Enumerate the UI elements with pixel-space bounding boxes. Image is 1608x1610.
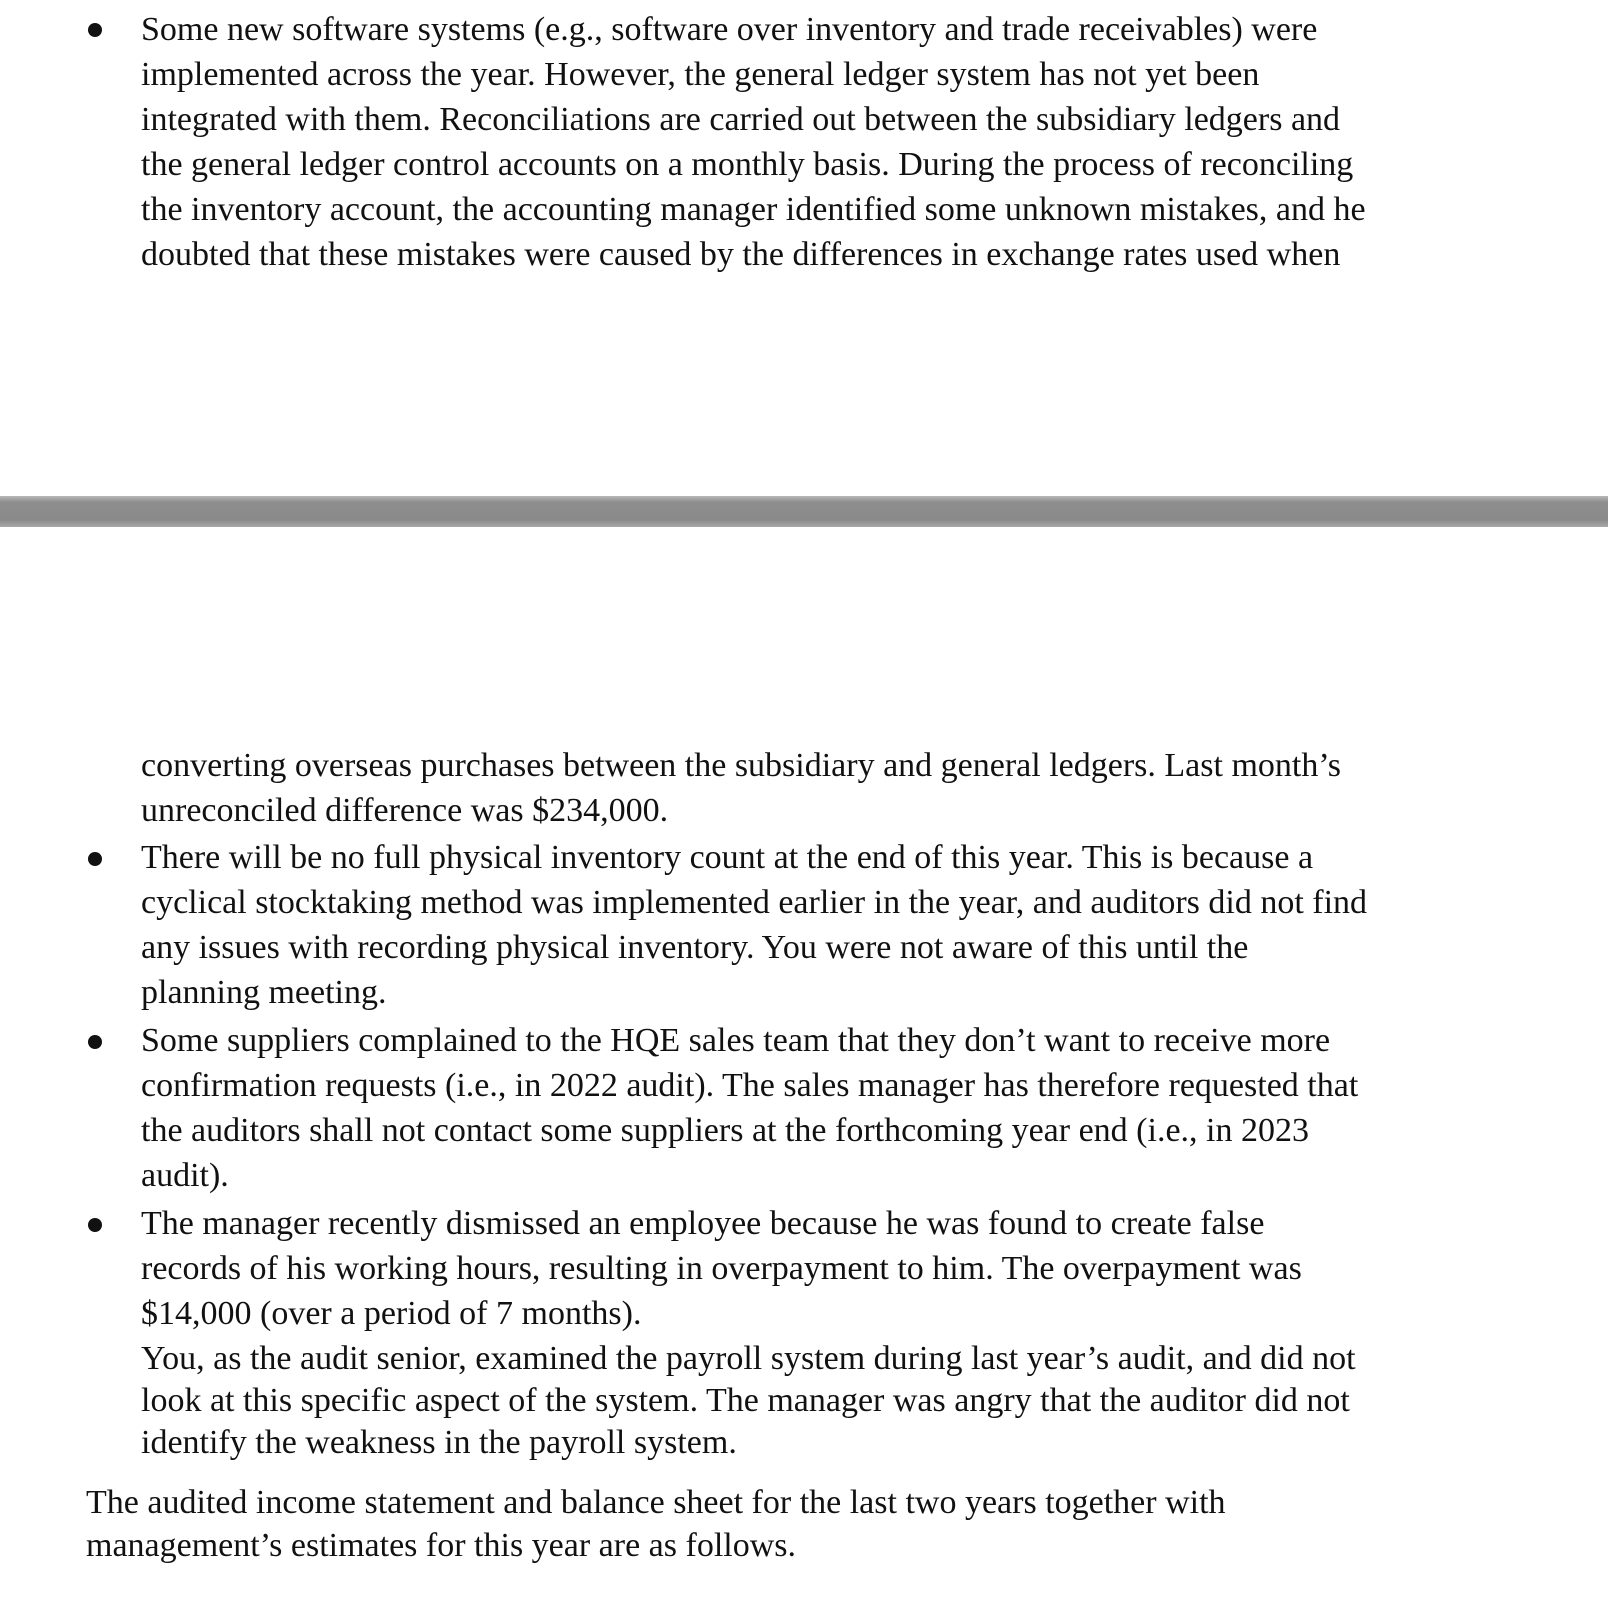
- paragraph-line: the general ledger control accounts on a monthly basis. During the process of reconciling: [141, 146, 1354, 183]
- paragraph-line: look at this specific aspect of the system. The manager was angry that the auditor did not: [141, 1382, 1350, 1419]
- paragraph-line: the auditors shall not contact some suppliers at the forthcoming year end (i.e., in 2023: [141, 1112, 1309, 1149]
- paragraph-line: records of his working hours, resulting in overpayment to him. The overpayment was: [141, 1250, 1302, 1287]
- paragraph-line: planning meeting.: [141, 974, 387, 1011]
- paragraph-line: audit).: [141, 1157, 229, 1194]
- paragraph-line: converting overseas purchases between the subsidiary and general ledgers. Last month’s: [141, 747, 1342, 784]
- paragraph-line: The manager recently dismissed an employee because he was found to create false: [141, 1205, 1265, 1242]
- bullet-point: [88, 852, 102, 866]
- paragraph-line: the inventory account, the accounting manager identified some unknown mistakes, and he: [141, 191, 1366, 228]
- closing-paragraph-line: The audited income statement and balance sheet for the last two years together with: [86, 1484, 1226, 1521]
- paragraph-line: $14,000 (over a period of 7 months).: [141, 1295, 642, 1332]
- paragraph-line: doubted that these mistakes were caused by the differences in exchange rates used when: [141, 236, 1341, 273]
- paragraph-line: Some new software systems (e.g., software over inventory and trade receivables) were: [141, 11, 1318, 48]
- bullet-point: [88, 1218, 102, 1232]
- bullet-point: [88, 23, 102, 37]
- paragraph-line: implemented across the year. However, the general ledger system has not yet been: [141, 56, 1260, 93]
- paragraph-line: There will be no full physical inventory count at the end of this year. This is because a: [141, 839, 1314, 876]
- paragraph-line: confirmation requests (i.e., in 2022 audit). The sales manager has therefore requested that: [141, 1067, 1359, 1104]
- document-page-top: [0, 0, 1608, 496]
- paragraph-line: unreconciled difference was $234,000.: [141, 792, 669, 829]
- paragraph-line: integrated with them. Reconciliations are carried out between the subsidiary ledgers and: [141, 101, 1341, 138]
- paragraph-line: You, as the audit senior, examined the payroll system during last year’s audit, and did not: [141, 1340, 1356, 1377]
- page-separator: [0, 496, 1608, 527]
- bullet-point: [88, 1035, 102, 1049]
- paragraph-line: any issues with recording physical inventory. You were not aware of this until the: [141, 929, 1249, 966]
- paragraph-line: identify the weakness in the payroll system.: [141, 1424, 737, 1461]
- closing-paragraph-line: management’s estimates for this year are as follows.: [86, 1527, 796, 1564]
- paragraph-line: Some suppliers complained to the HQE sales team that they don’t want to receive more: [141, 1022, 1331, 1059]
- paragraph-line: cyclical stocktaking method was implemented earlier in the year, and auditors did not find: [141, 884, 1368, 921]
